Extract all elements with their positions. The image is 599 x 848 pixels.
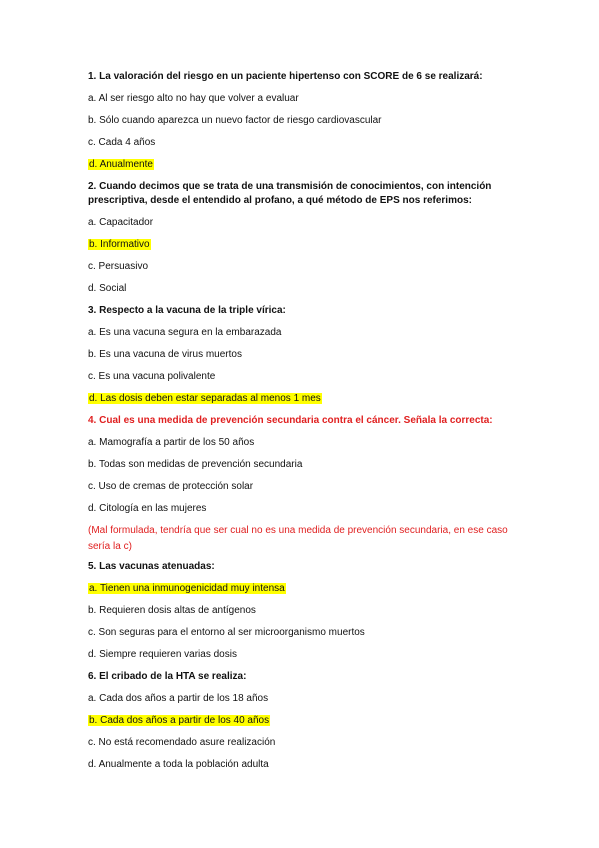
question-text: Las vacunas atenuadas: (99, 561, 215, 572)
question-number: 2. (88, 181, 97, 192)
option-2a: a. Capacitador (88, 217, 154, 228)
option-2b-correct (88, 238, 151, 251)
option-4d: d. Citología en las mujeres (88, 503, 207, 514)
question-2 (88, 180, 491, 193)
option-2d: d. Social (88, 283, 127, 294)
option-6b-correct (88, 714, 270, 727)
option-4c: c. Uso de cremas de protección solar (88, 481, 254, 492)
question-number: 6. (88, 671, 97, 682)
question-6 (88, 670, 246, 683)
question-text: Respecto a la vacuna de la triple vírica: (99, 305, 286, 316)
option-3b: b. Es una vacuna de virus muertos (88, 349, 242, 360)
question-text: La valoración del riesgo en un paciente hipertenso con SCORE de 6 se realizará: (99, 71, 483, 82)
option-3a: a. Es una vacuna segura en la embarazada (88, 327, 282, 338)
question-text: Cual es una medida de prevención secundaria contra el cáncer. Señala la correcta: (99, 415, 493, 426)
question-text-line2: prescriptiva, desde el entendido al profano, a qué método de EPS nos referimos: (88, 195, 472, 206)
question-number: 4. (88, 415, 97, 426)
question-2-continued (88, 194, 472, 207)
answer-highlight: d. Anualmente (89, 159, 153, 170)
option-6a: a. Cada dos años a partir de los 18 años (88, 693, 269, 704)
option-5b: b. Requieren dosis altas de antígenos (88, 605, 256, 616)
note-line-2: sería la c) (88, 541, 132, 552)
option-1d-correct (88, 158, 154, 171)
answer-highlight: d. Las dosis deben estar separadas al menos 1 mes (89, 393, 321, 404)
option-4a: a. Mamografía a partir de los 50 años (88, 437, 255, 448)
question-number: 5. (88, 561, 97, 572)
question-text: El cribado de la HTA se realiza: (99, 671, 247, 682)
note-line-1: (Mal formulada, tendría que ser cual no es una medida de prevención secundaria, en ese caso (88, 525, 508, 536)
option-4b: b. Todas son medidas de prevención secundaria (88, 459, 303, 470)
option-6d: d. Anualmente a toda la población adulta (88, 759, 269, 770)
option-1b: b. Sólo cuando aparezca un nuevo factor de riesgo cardiovascular (88, 115, 382, 126)
question-4 (88, 414, 493, 427)
option-6c: c. No está recomendado asure realización (88, 737, 276, 748)
option-1a: a. Al ser riesgo alto no hay que volver a evaluar (88, 93, 299, 104)
question-5 (88, 560, 215, 573)
option-5d: d. Siempre requieren varias dosis (88, 649, 237, 660)
option-3d-correct (88, 392, 322, 405)
question-1 (88, 70, 483, 83)
answer-highlight: a. Tienen una inmunogenicidad muy intensa (89, 583, 285, 594)
question-number: 3. (88, 305, 97, 316)
answer-highlight: b. Informativo (89, 239, 150, 250)
option-5c: c. Son seguras para el entorno al ser microorganismo muertos (88, 627, 365, 638)
option-5a-correct (88, 582, 286, 595)
option-3c: c. Es una vacuna polivalente (88, 371, 216, 382)
option-1c: c. Cada 4 años (88, 137, 156, 148)
answer-highlight: b. Cada dos años a partir de los 40 años (89, 715, 270, 726)
question-3 (88, 304, 286, 317)
question-number: 1. (88, 71, 97, 82)
question-text-line1: Cuando decimos que se trata de una transmisión de conocimientos, con intención (99, 181, 492, 192)
option-2c: c. Persuasivo (88, 261, 149, 272)
